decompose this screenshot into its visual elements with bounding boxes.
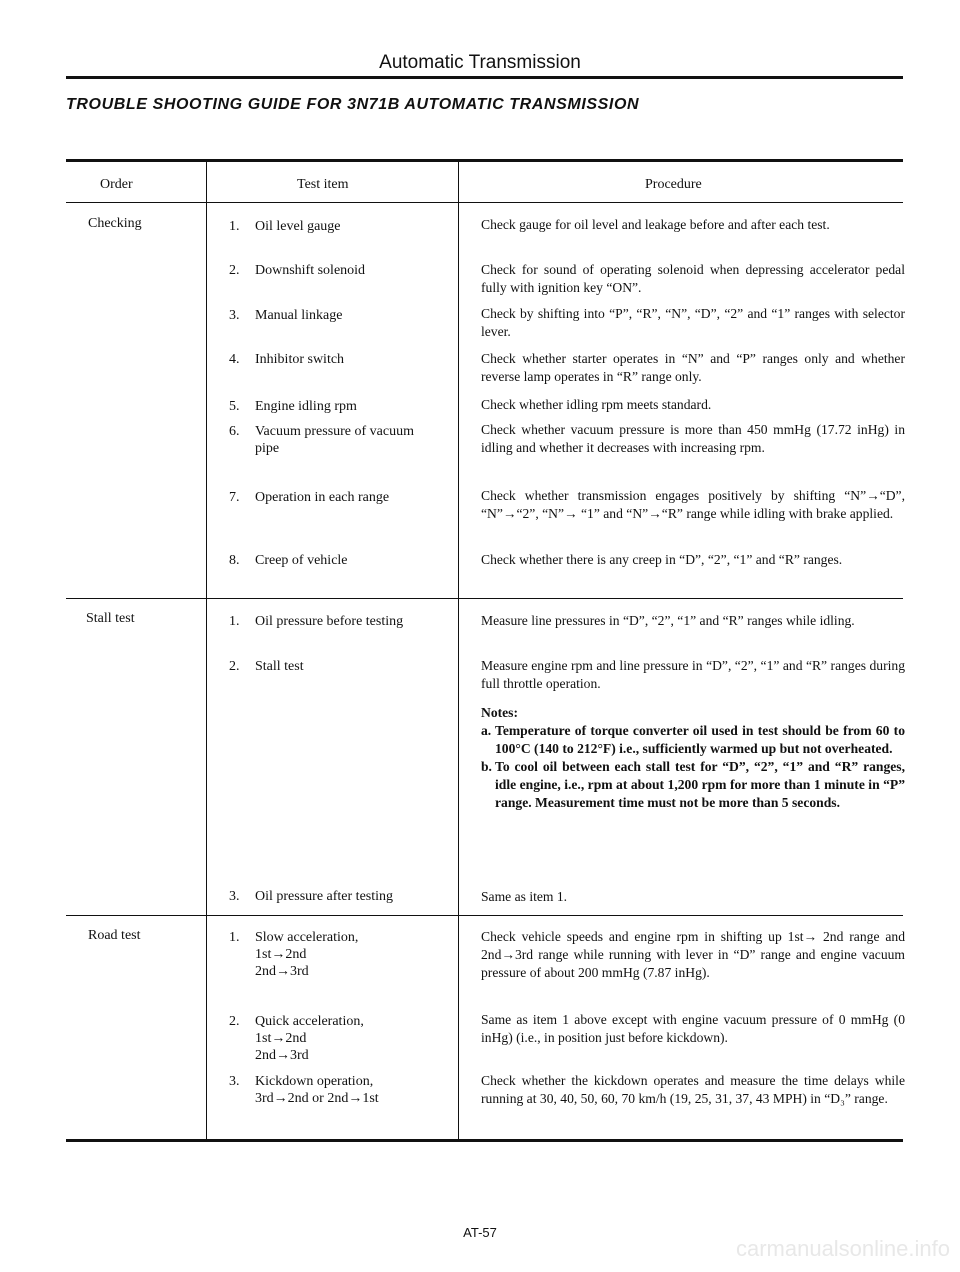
test-item: [229, 658, 304, 675]
test-item: [229, 552, 348, 569]
item-number: 2.: [229, 263, 240, 278]
table-bottom-rule: [66, 1139, 903, 1142]
item-label-continued: 3rd→2nd or 2nd→1st: [255, 1091, 379, 1106]
order-road-test: Road test: [88, 928, 141, 943]
stall-bottom-rule: [66, 915, 903, 916]
item-number: 1.: [229, 219, 240, 234]
item-number: 2.: [229, 1014, 240, 1029]
checking-bottom-rule: [66, 598, 903, 599]
procedure-text: Check whether starter operates in “N” and “P” ranges only and whether reverse lamp operates in “R” range only.: [481, 351, 905, 384]
test-item: [229, 423, 414, 457]
stall-test-notes: [481, 704, 905, 812]
item-label-continued: 1st→2nd: [255, 947, 307, 962]
item-number: 1.: [229, 930, 240, 945]
test-item: [229, 1073, 379, 1107]
procedure-text: Check for sound of operating solenoid when depressing accelerator pedal fully with ignition key “ON”.: [481, 262, 905, 295]
item-label: Manual linkage: [255, 308, 343, 323]
procedure-text: Check whether vacuum pressure is more than 450 mmHg (17.72 inHg) in idling and whether it decreases with increasing rpm.: [481, 422, 905, 455]
procedure-text: Measure line pressures in “D”, “2”, “1” and “R” ranges while idling.: [481, 613, 855, 628]
item-number: 3.: [229, 308, 240, 323]
item-label: Oil pressure before testing: [255, 614, 404, 629]
item-label-continued: pipe: [255, 441, 280, 456]
item-label-continued: 2nd→3rd: [255, 1048, 309, 1063]
procedure-text: Same as item 1.: [481, 889, 568, 904]
test-item: [229, 613, 403, 630]
item-label: Engine idling rpm: [255, 399, 357, 414]
item-label: Operation in each range: [255, 490, 390, 505]
item-label: Oil pressure after testing: [255, 889, 394, 904]
column-divider-1: [206, 159, 207, 1140]
procedure-text: Check whether the kickdown operates and measure the time delays while running at 30, 40, 50, 60, 70 km/h (19, 25, 31, 37, 43 MPH) in “D₃” range.: [481, 1073, 905, 1106]
notes-title: Notes:: [481, 705, 518, 720]
test-item: [229, 262, 365, 279]
item-number: 4.: [229, 352, 240, 367]
test-item: [229, 218, 341, 235]
page-number: AT-57: [463, 1225, 497, 1240]
test-item: [229, 888, 393, 905]
watermark: carmanualsonline.info: [735, 1236, 950, 1261]
procedure-text: Check whether transmission engages positively by shifting “N”→“D”, “N”→“2”, “N”→ “1” and “N”→“R” range while idling with brake applied.: [481, 488, 905, 521]
procedure-text: Measure engine rpm and line pressure in “D”, “2”, “1” and “R” ranges during full throttle operation.: [481, 658, 905, 691]
note-text: Temperature of torque converter oil used in test should be from 60 to 100°C (140 to 212°F) i.e., sufficiently warmed up but not overheated.: [495, 723, 905, 756]
note-text: To cool oil between each stall test for “D”, “2”, “1” and “R” ranges, idle engine, i.e., rpm at about 1,200 rpm for more than 1 minute in “P” range. Measurement time must not be more than 5 seconds.: [495, 759, 905, 810]
column-header-procedure: Procedure: [645, 177, 702, 192]
document-title: TROUBLE SHOOTING GUIDE FOR 3N71B AUTOMATIC TRANSMISSION: [66, 96, 640, 113]
procedure-text: Check whether idling rpm meets standard.: [481, 397, 712, 412]
item-label: Slow acceleration,: [255, 930, 359, 945]
test-item: [229, 307, 342, 324]
item-label: Inhibitor switch: [255, 352, 345, 367]
item-number: 1.: [229, 614, 240, 629]
item-label: Vacuum pressure of vacuum: [255, 424, 415, 439]
test-item: [229, 929, 358, 980]
procedure-text: Same as item 1 above except with engine vacuum pressure of 0 mmHg (0 inHg) (i.e., in position just before kickdown).: [481, 1012, 905, 1045]
column-divider-2: [458, 159, 459, 1140]
item-number: 5.: [229, 399, 240, 414]
order-checking: Checking: [88, 216, 142, 231]
item-label: Stall test: [255, 659, 304, 674]
test-item: [229, 1013, 364, 1064]
note-item: [481, 722, 905, 758]
item-number: 3.: [229, 1074, 240, 1089]
note-letter: b.: [481, 759, 492, 774]
procedure-text: Check gauge for oil level and leakage before and after each test.: [481, 217, 830, 232]
item-number: 8.: [229, 553, 240, 568]
item-number: 2.: [229, 659, 240, 674]
item-label-continued: 1st→2nd: [255, 1031, 307, 1046]
item-label-continued: 2nd→3rd: [255, 964, 309, 979]
table-top-rule: [66, 159, 903, 162]
item-number: 7.: [229, 490, 240, 505]
page-header: Automatic Transmission: [379, 52, 581, 73]
order-stall-test: Stall test: [86, 611, 135, 626]
column-header-test-item: Test item: [297, 177, 349, 192]
item-number: 3.: [229, 889, 240, 904]
test-item: [229, 489, 389, 506]
item-number: 6.: [229, 424, 240, 439]
note-letter: a.: [481, 723, 492, 738]
procedure-text: Check whether there is any creep in “D”, “2”, “1” and “R” ranges.: [481, 552, 843, 567]
note-item: [481, 758, 905, 812]
header-rule: [66, 76, 903, 79]
item-label: Oil level gauge: [255, 219, 341, 234]
test-item: [229, 351, 344, 368]
column-header-order: Order: [100, 177, 133, 192]
test-item: [229, 398, 357, 415]
item-label: Creep of vehicle: [255, 553, 348, 568]
item-label: Quick acceleration,: [255, 1014, 364, 1029]
procedure-text: Check vehicle speeds and engine rpm in shifting up 1st→ 2nd range and 2nd→3rd range while running with lever in “D” range and engine vacuum pressure of about 200 mmHg (7.87 inHg).: [481, 929, 905, 980]
item-label: Kickdown operation,: [255, 1074, 374, 1089]
header-bottom-rule: [66, 202, 903, 203]
item-label: Downshift solenoid: [255, 263, 366, 278]
procedure-text: Check by shifting into “P”, “R”, “N”, “D”, “2” and “1” ranges with selector lever.: [481, 306, 905, 339]
